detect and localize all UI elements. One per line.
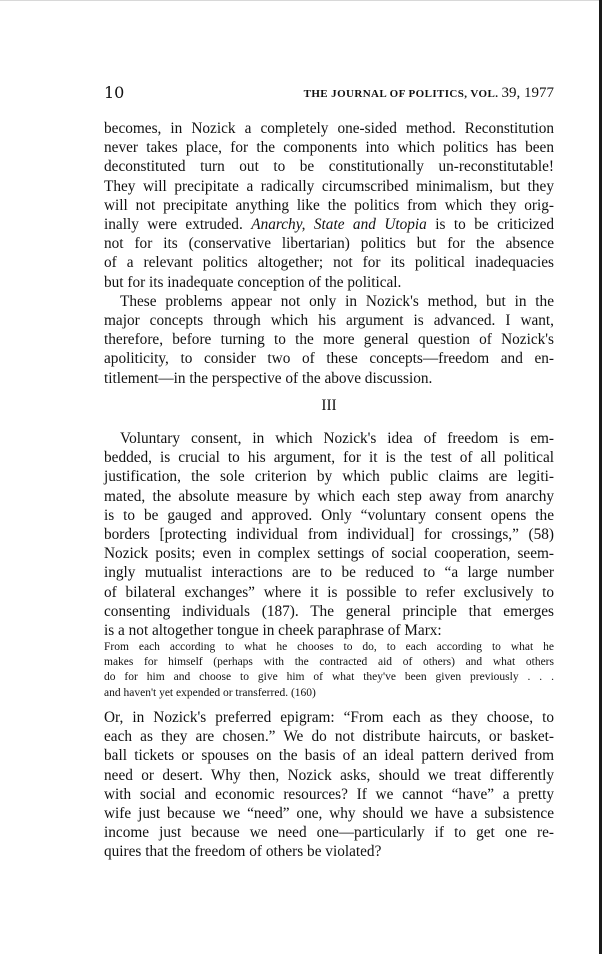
text-line: These problems appear not only in Nozick's method, but in the [120,292,554,310]
text-line: never takes place, for the components into which politics has been [104,139,554,157]
quote-line: and haven't yet expended or transferred. (160) [104,686,316,699]
block-quote [104,640,554,701]
text-line: mated, the absolute measure by which each step away from anarchy [104,487,554,505]
text-line: income just because we need one—particularly if to get one re- [104,824,554,842]
paragraph-1 [104,119,554,292]
quote-line: makes for himself (perhaps with the contracted aid of others) and what others [104,656,554,669]
text-segment: is to be criticized [435,215,555,233]
text-line: will not precipitate anything like the politics from which they orig- [104,196,554,214]
scan-top-edge [0,0,602,1]
text-line: wife just because we “need” one, why should we have a subsistence [104,804,554,822]
page-header [104,83,554,103]
text-line: bedded, is crucial to his argument, for it is the test of all political [104,449,554,467]
text-line: need or desert. Why then, Nozick asks, should we treat differently [104,766,554,784]
text-line: ball tickets or spouses on the basis of an ideal pattern derived from [104,747,554,765]
book-title: Anarchy, State and Utopia [251,215,427,233]
text-line: ingly mutualist interactions are to be reduced to “a large number [104,564,554,582]
text-line: with social and economic resources? If we cannot “have” a pretty [104,785,554,803]
text-line: Nozick posits; even in complex settings of social cooperation, seem- [104,545,554,563]
text-line: apoliticity, to consider two of these concepts—freedom and en- [104,350,554,368]
text-line: of a relevant politics altogether; not for its political inadequacies [104,254,554,272]
text-line: each as they are chosen.” We do not distribute haircuts, or basket- [104,728,554,746]
text-line: titlement—in the perspective of the above discussion. [104,369,433,387]
section-heading: III [321,397,337,414]
journal-name: THE JOURNAL OF POLITICS, VOL. [303,88,499,100]
text-line: is to be gauged and approved. Only “voluntary consent opens the [104,506,554,524]
text-line: is a not altogether tongue in cheek paraphrase of Marx: [104,621,442,639]
text-line: therefore, before turning to the more general question of Nozick's [104,331,554,349]
text-line: but for its inadequate conception of the political. [104,273,402,291]
text-line: not for its (conservative libertarian) politics but for the absence [104,235,554,253]
text-segment: inally were extruded. [104,215,243,233]
paragraph-4 [104,708,554,862]
page-number: 10 [104,83,125,102]
text-line: of bilateral exchanges” where it is possible to refer exclusively to [104,583,554,601]
text-line: becomes, in Nozick a completely one-sided method. Reconstitution [104,120,554,137]
text-line: borders [protecting individual from individual] for crossings,” (58) [104,525,554,543]
text-line: consenting individuals (187). The general principle that emerges [104,602,554,620]
text-line: justification, the sole criterion by which public claims are legiti- [104,468,554,486]
text-line: Voluntary consent, in which Nozick's idea of freedom is em- [120,430,554,447]
quote-line: do for him and choose to give him of what they've been given previously . . . [104,671,554,684]
text-line [104,215,554,234]
text-line: Or, in Nozick's preferred epigram: “From each as they choose, to [104,709,554,726]
text-line: They will precipitate a radically circumscribed minimalism, but they [104,177,554,195]
quote-line: From each according to what he chooses to do, to each according to what he [104,641,554,653]
text-line: deconstituted turn out to be constitutionally un-reconstitutable! [104,158,554,176]
running-head [304,85,554,102]
paragraph-3 [104,429,554,640]
paragraph-2 [104,292,554,388]
text-line: major concepts through which his argument is advanced. I want, [104,311,554,329]
journal-volume: 39, 1977 [501,85,554,101]
text-line: quires that the freedom of others be violated? [104,843,382,861]
